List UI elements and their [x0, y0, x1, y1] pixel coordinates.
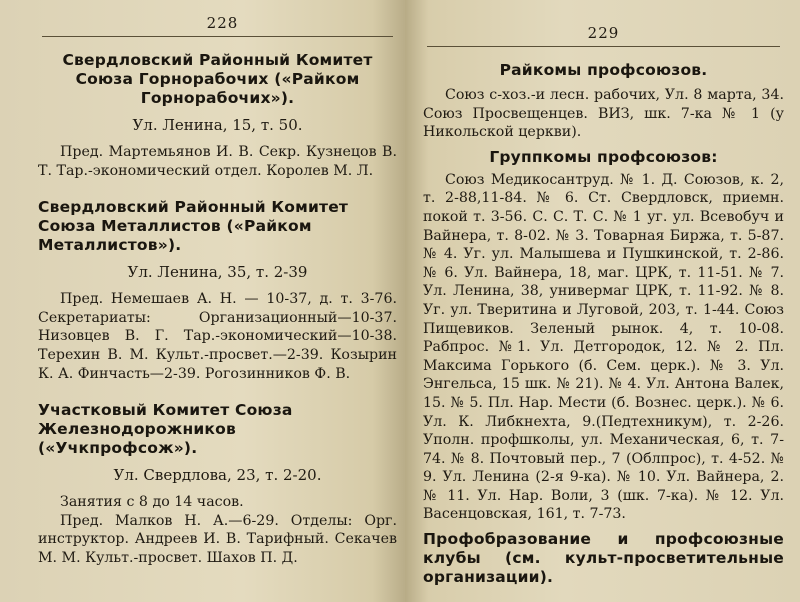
block-zheleznodorozhnikov: [38, 401, 397, 567]
block-body: Пред. Мартемьянов И. В. Секр. Кузнецов В. Т. Тар.-экономический отдел. Королев М. Л.: [38, 144, 397, 179]
raikomy-paragraph: Союз с-хоз.-и лесн. рабочих, Ул. 8 марта, 34. Союз Просвещенцев. ВИЗ, шк. 7-ка № 1 (у Никольской церкви).: [423, 87, 784, 141]
block-metallistov: [38, 198, 397, 383]
block-address: Ул. Ленина, 15, т. 50.: [132, 116, 303, 134]
section-heading-raikomy: Райкомы профсоюзов.: [499, 61, 708, 79]
block-gornorabochih: [38, 51, 397, 180]
spacer: [38, 383, 397, 401]
page-number-left: 228: [206, 14, 239, 32]
header-rule-right: [427, 46, 780, 47]
block-heading: Свердловский Районный Комитет Союза Горнорабочих («Райком Горнорабочих»).: [62, 51, 373, 107]
block-body: Пред. Немешаев А. Н. — 10-37, д. т. 3-76. Секретариаты: Организационный—10-37. Низовцев В. Г. Тар.-экономический—10-38. Терехин В. М. Культ.-просвет.—2-39. Козырин К. А. Финчасть—2-39. Рогозинников Ф. В.: [38, 291, 397, 382]
block-address: Ул. Свердлова, 23, т. 2-20.: [113, 466, 322, 485]
block-address: Ул. Ленина, 35, т. 2-39: [127, 263, 308, 282]
header-rule-left: [42, 36, 393, 37]
block-heading: Участковый Комитет Союза Железнодорожников («Учкпрофсож»).: [38, 401, 293, 458]
section-heading-profobrazovanie: Профобразование и профсоюзные клубы (см. культ-просветительные организации).: [423, 530, 784, 587]
right-page: [405, 0, 800, 602]
gruppkomy-paragraph: Союз Медикосантруд. № 1. Д. Союзов, к. 2, т. 2-88,11-84. № 6. Ст. Свердловск, приемн. покой т. 3-56. С. С. Т. С. № 1 уг. ул. Всевобуч и Вайнера, т. 8-02. № 3. Товарная Биржа, т. 5-87. № 4. Уг. ул. Малышева и Пушкинской, т. 2-86. № 6. Ул. Вайнера, 18, маг. ЦРК, т. 11-51. № 7. Ул. Ленина, 38, универмаг ЦРК, т. 11-92. № 8. Уг. ул. Тверитина и Луговой, 203, т. 1-44. Союз Пищевиков. Зеленый рынок. 4, т. 10-08. Рабпрос. №1. Ул. Детгородок, 12. № 2. Пл. Максима Горького (б. Сем. церк.). № 3. Ул. Энгельса, 15 шк. № 21). № 4. Ул. Антона Валек, 15. № 5. Пл. Нар. Мести (б. Вознес. церк.). № 6. Ул. К. Либкнехта, 9.(Педтехникум), т. 2-26. Уполн. профшколы, ул. Механическая, 6, т. 7-74. № 8. Почтовый пер., 7 (Облпрос), т. 4-52. № 9. Ул. Ленина (2-я 9-ка). № 10. Ул. Вайнера, 2. № 11. Ул. Нар. Воли, 3 (шк. 7-ка). № 12. Ул. Васенцовская, 161, т. 7-73.: [423, 171, 784, 523]
block-hours: Занятия с 8 до 14 часов.: [60, 494, 244, 511]
block-heading: Свердловский Районный Комитет Союза Металлистов («Райком Металлистов»).: [38, 198, 349, 255]
page-number-right: 229: [587, 24, 620, 42]
section-heading-gruppkomy: Группкомы профсоюзов:: [489, 147, 718, 166]
block-body: Пред. Малков Н. А.—6-29. Отделы: Орг. инструктор. Андреев И. В. Тарифный. Секачев М. М. Культ.-просвет. Шахов П. Д.: [38, 512, 397, 566]
spacer: [38, 180, 397, 198]
